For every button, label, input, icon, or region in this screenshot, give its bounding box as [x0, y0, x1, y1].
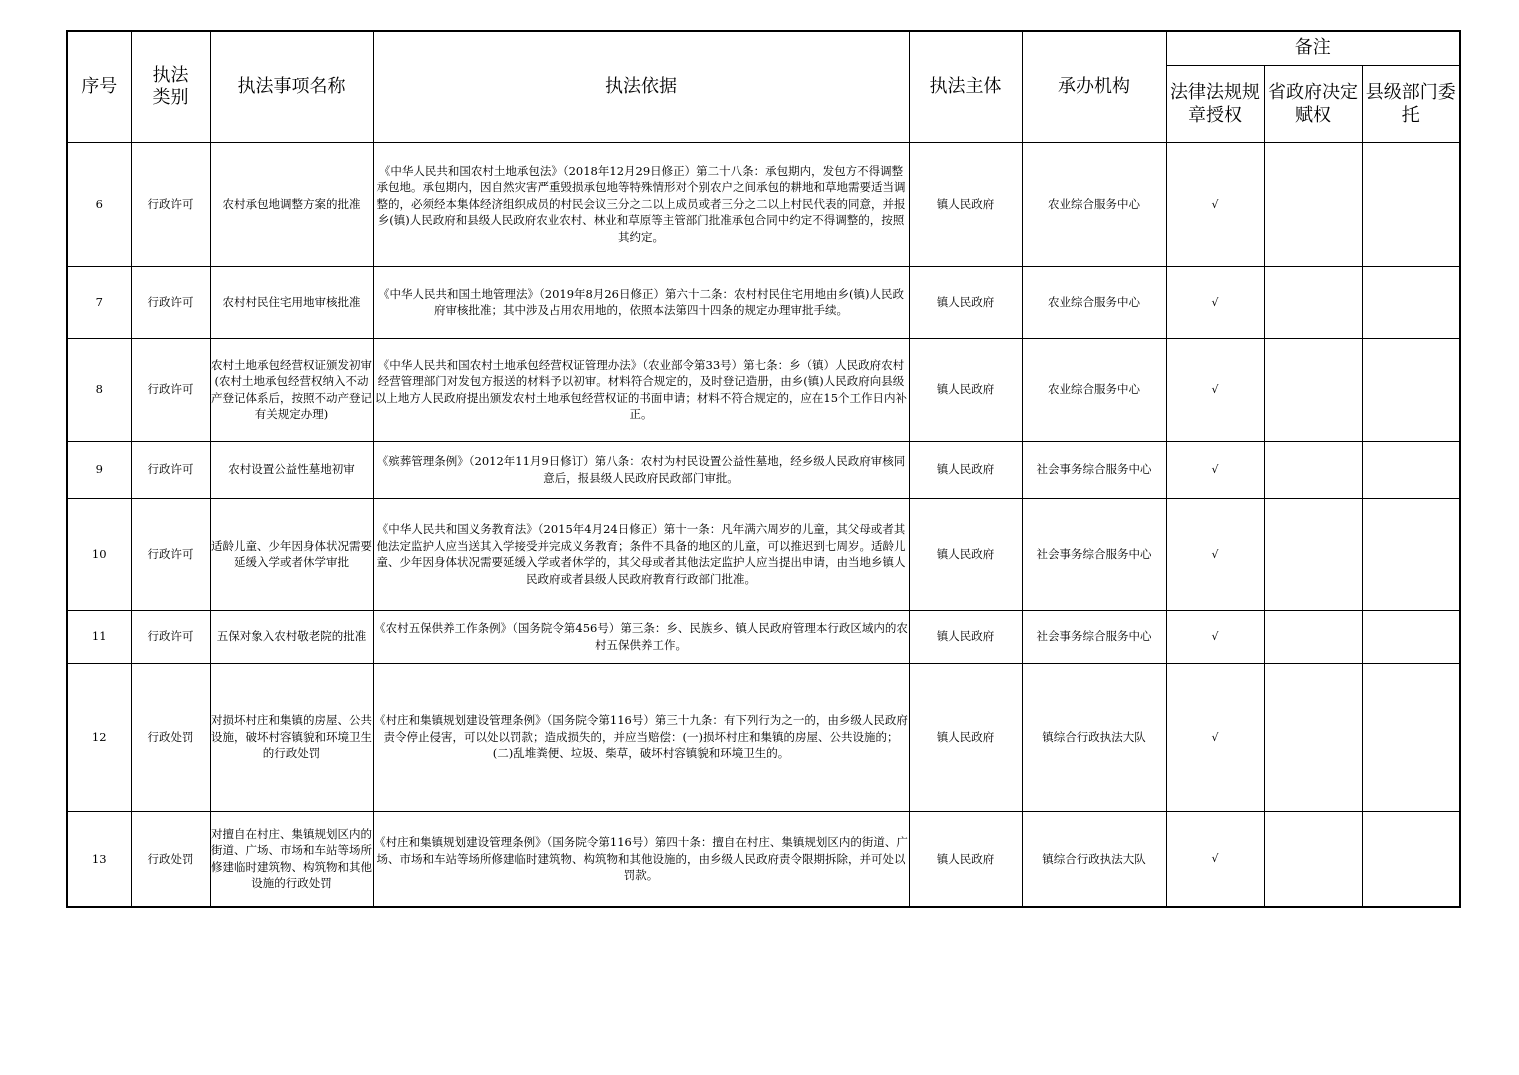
- row-law-check: √: [1166, 498, 1264, 610]
- row-subject: 镇人民政府: [909, 610, 1022, 663]
- row-item-name: 对擅自在村庄、集镇规划区内的街道、广场、市场和车站等场所修建临时建筑物、构筑物和其他设施的行政处罚: [210, 811, 373, 907]
- row-basis: 《中华人民共和国土地管理法》（2019年8月26日修正）第六十二条：农村村民住宅用地由乡(镇)人民政府审核批准；其中涉及占用农用地的，依照本法第四十四条的规定办理审批手续。: [373, 266, 909, 338]
- row-province-check: [1264, 811, 1362, 907]
- row-county-check: [1362, 142, 1460, 266]
- row-county-check: [1362, 811, 1460, 907]
- row-item-name: 适龄儿童、少年因身体状况需要延缓入学或者休学审批: [210, 498, 373, 610]
- header-remark-province: 省政府决定赋权: [1264, 65, 1362, 142]
- row-seq: 7: [67, 266, 131, 338]
- table-row: [67, 338, 1460, 441]
- row-basis: 《村庄和集镇规划建设管理条例》（国务院令第116号）第三十九条：有下列行为之一的，由乡级人民政府责令停止侵害，可以处以罚款；造成损失的，并应当赔偿：(一)损坏村庄和集镇的房屋、公共设施的；(二)乱堆粪便、垃圾、柴草，破坏村容镇貌和环境卫生的。: [373, 663, 909, 811]
- table-row: [67, 142, 1460, 266]
- row-county-check: [1362, 663, 1460, 811]
- row-province-check: [1264, 663, 1362, 811]
- row-category: 行政许可: [131, 142, 210, 266]
- table-row: [67, 266, 1460, 338]
- row-basis: 《中华人民共和国义务教育法》（2015年4月24日修正）第十一条：凡年满六周岁的儿童，其父母或者其他法定监护人应当送其入学接受并完成义务教育；条件不具备的地区的儿童，可以推迟到七周岁。适龄儿童、少年因身体状况需要延缓入学或者休学的，其父母或者其他法定监护人应当提出申请，由当地乡镇人民政府或者县级人民政府教育行政部门批准。: [373, 498, 909, 610]
- row-agency: 社会事务综合服务中心: [1022, 610, 1166, 663]
- header-remarks: 备注: [1166, 31, 1460, 65]
- row-item-name: 农村设置公益性墓地初审: [210, 441, 373, 498]
- header-seq: 序号: [67, 31, 131, 142]
- row-subject: 镇人民政府: [909, 663, 1022, 811]
- row-law-check: √: [1166, 142, 1264, 266]
- row-seq: 12: [67, 663, 131, 811]
- row-seq: 13: [67, 811, 131, 907]
- header-remark-law: 法律法规规章授权: [1166, 65, 1264, 142]
- row-category: 行政处罚: [131, 811, 210, 907]
- row-seq: 10: [67, 498, 131, 610]
- table-row: [67, 663, 1460, 811]
- row-basis: 《中华人民共和国农村土地承包经营权证管理办法》（农业部令第33号）第七条：乡（镇）人民政府农村经营管理部门对发包方报送的材料予以初审。材料符合规定的，及时登记造册，由乡(镇)人民政府向县级以上地方人民政府提出颁发农村土地承包经营权证的书面申请；材料不符合规定的，应在15个工作日内补正。: [373, 338, 909, 441]
- row-agency: 农业综合服务中心: [1022, 142, 1166, 266]
- row-basis: 《殡葬管理条例》（2012年11月9日修订）第八条：农村为村民设置公益性墓地，经乡级人民政府审核同意后，报县级人民政府民政部门审批。: [373, 441, 909, 498]
- row-province-check: [1264, 338, 1362, 441]
- row-item-name: 农村承包地调整方案的批准: [210, 142, 373, 266]
- row-county-check: [1362, 441, 1460, 498]
- row-agency: 社会事务综合服务中心: [1022, 498, 1166, 610]
- row-agency: 镇综合行政执法大队: [1022, 811, 1166, 907]
- row-category: 行政许可: [131, 441, 210, 498]
- row-category: 行政许可: [131, 338, 210, 441]
- row-province-check: [1264, 610, 1362, 663]
- row-province-check: [1264, 498, 1362, 610]
- table-row: [67, 811, 1460, 907]
- header-basis: 执法依据: [373, 31, 909, 142]
- row-category: 行政许可: [131, 266, 210, 338]
- row-subject: 镇人民政府: [909, 498, 1022, 610]
- row-category: 行政许可: [131, 610, 210, 663]
- header-item-name: 执法事项名称: [210, 31, 373, 142]
- row-item-name: 农村村民住宅用地审核批准: [210, 266, 373, 338]
- row-county-check: [1362, 266, 1460, 338]
- row-province-check: [1264, 441, 1362, 498]
- row-subject: 镇人民政府: [909, 142, 1022, 266]
- row-seq: 11: [67, 610, 131, 663]
- row-agency: 社会事务综合服务中心: [1022, 441, 1166, 498]
- header-subject: 执法主体: [909, 31, 1022, 142]
- row-basis: 《中华人民共和国农村土地承包法》（2018年12月29日修正）第二十八条：承包期内，发包方不得调整承包地。承包期内，因自然灾害严重毁损承包地等特殊情形对个别农户之间承包的耕地和草地需要适当调整的，必须经本集体经济组织成员的村民会议三分之二以上成员或者三分之二以上村民代表的同意，并报乡(镇)人民政府和县级人民政府农业农村、林业和草原等主管部门批准承包合同中约定不得调整的，按照其约定。: [373, 142, 909, 266]
- row-county-check: [1362, 610, 1460, 663]
- row-category: 行政处罚: [131, 663, 210, 811]
- header-category: 执法类别: [131, 31, 210, 142]
- row-agency: 农业综合服务中心: [1022, 338, 1166, 441]
- enforcement-items-table: [66, 30, 1461, 908]
- row-seq: 9: [67, 441, 131, 498]
- table-row: [67, 441, 1460, 498]
- row-law-check: √: [1166, 811, 1264, 907]
- row-item-name: 对损坏村庄和集镇的房屋、公共设施，破坏村容镇貌和环境卫生的行政处罚: [210, 663, 373, 811]
- row-agency: 农业综合服务中心: [1022, 266, 1166, 338]
- row-basis: 《农村五保供养工作条例》（国务院令第456号）第三条：乡、民族乡、镇人民政府管理本行政区域内的农村五保供养工作。: [373, 610, 909, 663]
- row-law-check: √: [1166, 610, 1264, 663]
- table-row: [67, 498, 1460, 610]
- row-item-name: 农村土地承包经营权证颁发初审(农村土地承包经营权纳入不动产登记体系后，按照不动产登记有关规定办理): [210, 338, 373, 441]
- row-province-check: [1264, 266, 1362, 338]
- row-subject: 镇人民政府: [909, 266, 1022, 338]
- row-subject: 镇人民政府: [909, 338, 1022, 441]
- row-seq: 8: [67, 338, 131, 441]
- row-law-check: √: [1166, 266, 1264, 338]
- row-law-check: √: [1166, 338, 1264, 441]
- header-remark-county: 县级部门委托: [1362, 65, 1460, 142]
- row-basis: 《村庄和集镇规划建设管理条例》（国务院令第116号）第四十条：擅自在村庄、集镇规划区内的街道、广场、市场和车站等场所修建临时建筑物、构筑物和其他设施的，由乡级人民政府责令限期拆除，并可处以罚款。: [373, 811, 909, 907]
- row-county-check: [1362, 338, 1460, 441]
- header-agency: 承办机构: [1022, 31, 1166, 142]
- row-province-check: [1264, 142, 1362, 266]
- row-subject: 镇人民政府: [909, 441, 1022, 498]
- table-row: [67, 610, 1460, 663]
- row-law-check: √: [1166, 663, 1264, 811]
- row-category: 行政许可: [131, 498, 210, 610]
- row-agency: 镇综合行政执法大队: [1022, 663, 1166, 811]
- row-law-check: √: [1166, 441, 1264, 498]
- row-item-name: 五保对象入农村敬老院的批准: [210, 610, 373, 663]
- row-seq: 6: [67, 142, 131, 266]
- row-subject: 镇人民政府: [909, 811, 1022, 907]
- row-county-check: [1362, 498, 1460, 610]
